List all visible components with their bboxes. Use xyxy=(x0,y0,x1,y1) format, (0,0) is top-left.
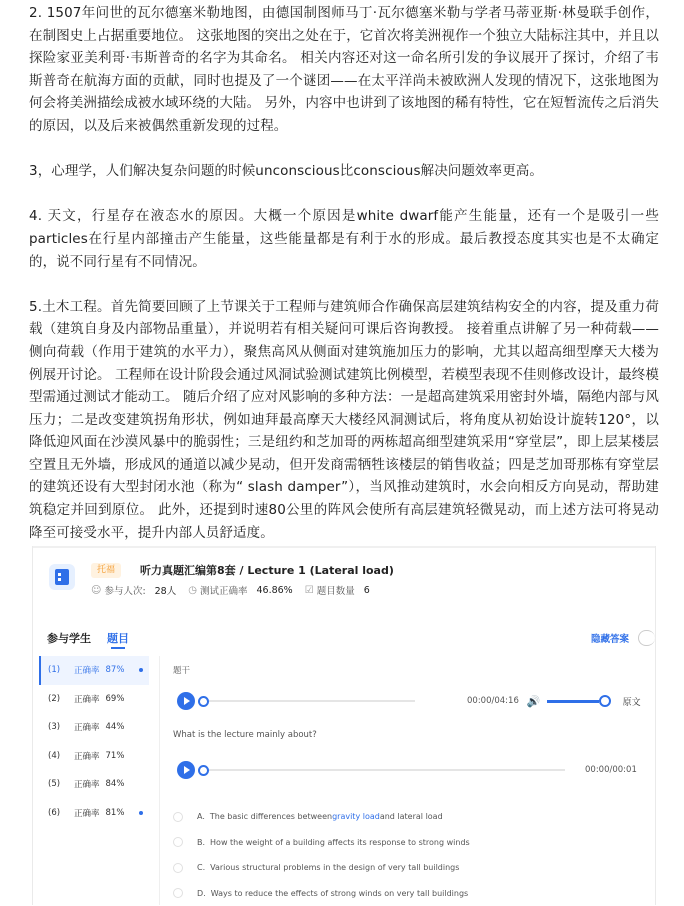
seek-handle[interactable] xyxy=(198,696,209,707)
option-b[interactable]: B. How the weight of a building affects its response to strong winds xyxy=(173,830,470,856)
radio-icon[interactable] xyxy=(173,863,183,873)
tab-students[interactable]: 参与学生 xyxy=(47,630,91,646)
card-meta xyxy=(91,583,382,597)
paragraph-4: 4. 天文，行星存在液态水的原因。大概一个原因是white dwarf能产生能量，还有一个是吸引一些particles在行星内部撞击产生能量，这些能量都是有利于水的形成。最后教授态度其实也是不太确定的，说不同行星有不同情况。 xyxy=(29,205,659,273)
radio-icon[interactable] xyxy=(173,837,183,847)
seek-bar[interactable] xyxy=(209,769,565,771)
accuracy-label: 测试正确率 xyxy=(200,583,248,597)
exam-tag: 托福 xyxy=(91,563,121,578)
marker-dot xyxy=(139,668,143,672)
stem-label: 题干 xyxy=(173,664,190,676)
option-a[interactable]: A. The basic differences between gravity load and lateral load xyxy=(173,804,470,830)
option-d[interactable]: D. Ways to reduce the effects of strong winds on very tall buildings xyxy=(173,881,470,906)
question-item[interactable]: (5) 正确率 84% xyxy=(41,770,149,799)
audio-time: 00:00/00:01 xyxy=(585,765,637,775)
paragraph-3: 3，心理学，人们解决复杂问题的时候unconscious比conscious解决问题效率更高。 xyxy=(29,160,659,183)
volume-handle[interactable] xyxy=(599,695,611,707)
radio-icon[interactable] xyxy=(173,812,183,822)
divider xyxy=(159,656,160,905)
play-button[interactable] xyxy=(177,692,195,710)
question-text: What is the lecture mainly about? xyxy=(173,730,317,740)
volume-icon[interactable]: 🔊 xyxy=(527,695,541,708)
card-title: 听力真题汇编第8套 / Lecture 1 (Lateral load) xyxy=(140,562,394,578)
tab-questions[interactable]: 题目 xyxy=(107,630,129,646)
paragraph-5: 5.土木工程。首先简要回顾了上节课关于工程师与建筑师合作确保高层建筑结构安全的内容，提及重力荷载（建筑自身及内部物品重量），并说明若有相关疑问可课后咨询教授。 接着重点讲解了另一种荷载——侧向荷载（作用于建筑的水平力），聚焦高风从侧面对建筑施加压力的影响，尤其以超高细型摩天大楼为例展开讨论。 工程师在设计阶段会通过风洞试验测试建筑比例模型，若模型表现不佳则修改设计，最终模型需通过测试才能动工。 随后介绍了应对风影响的多种方法：一是超高建筑采用密封外墙，隔绝内部与风压力；二是改变建筑拐角形状，例如迪拜最高摩天大楼经风洞测试后，将角度从初始设计旋转120°，以降低迎风面在沙漠风暴中的脆弱性；三是纽约和芝加哥的两栋超高细型建筑采用“穿堂层”，即上层某楼层空置且无外墙，形成风的通道以减少晃动，但开发商需牺牲该楼层的销售收益；四是芝加哥那栋有穿堂层的建筑还设有大型封闭水池（称为“ slash damper”），当风推动建筑时，水会向相反方向晃动，帮助建筑稳定并回到原位。 此外，还提到时速80公里的阵风会使所有高层建筑轻微晃动，而上述方法可将晃动降至可接受水平，提升内部人员舒适度。 xyxy=(29,296,659,545)
marker-dot xyxy=(139,811,143,815)
questions-value: 6 xyxy=(364,585,370,596)
question-list xyxy=(41,656,149,827)
question-item[interactable]: (4) 正确率 71% xyxy=(41,742,149,771)
original-text-button[interactable]: 原文 xyxy=(623,695,641,708)
audio-time: 00:00/04:16 xyxy=(467,696,519,706)
tab-bar xyxy=(47,630,145,646)
seek-handle[interactable] xyxy=(198,765,209,776)
highlight-term: gravity load xyxy=(332,812,380,821)
accuracy-value: 46.86% xyxy=(256,585,292,596)
radio-icon[interactable] xyxy=(173,888,183,898)
play-button[interactable] xyxy=(177,761,195,779)
tab-indicator xyxy=(111,647,125,649)
question-item[interactable]: (1) 正确率 87% xyxy=(39,656,149,685)
audio-player-lecture xyxy=(177,690,641,712)
accuracy-icon: ◷ xyxy=(188,585,197,596)
questions-label: 题目数量 xyxy=(317,583,355,597)
option-c[interactable]: C. Various structural problems in the design of very tall buildings xyxy=(173,855,470,881)
question-item[interactable]: (3) 正确率 44% xyxy=(41,713,149,742)
participants-label: 参与人次: xyxy=(104,583,145,597)
paragraph-2: 2. 1507年问世的瓦尔德塞米勒地图，由德国制图师马丁·瓦尔德塞米勒与学者马蒂亚斯·林曼联手创作，在制图史上占据重要地位。 这张地图的突出之处在于，它首次将美洲视作一个独立大陆标注其中，并且以探险家亚美利哥·韦斯普奇的名字为其命名。 相关内容还对这一命名所引发的争议展开了探讨，介绍了韦斯普奇在航海方面的贡献，同时也提及了一个谜团——在太平洋尚未被欧洲人发现的情况下，这张地图为何会将美洲描绘成被水域环绕的大陆。 另外，内容中也讲到了该地图的稀有特性，它在短暂流传之后消失的原因，以及后来被偶然重新发现的过程。 xyxy=(29,2,659,138)
listening-card xyxy=(32,546,656,905)
answer-options xyxy=(173,804,470,906)
checkbox-icon: ☑ xyxy=(305,585,314,596)
participants-value: 28人 xyxy=(155,583,177,597)
volume-slider[interactable] xyxy=(547,700,599,703)
divider xyxy=(33,546,655,548)
seek-bar[interactable] xyxy=(209,700,415,702)
book-icon xyxy=(49,564,75,590)
question-item[interactable]: (6) 正确率 81% xyxy=(41,799,149,828)
audio-player-question xyxy=(177,759,637,781)
hide-answer-link[interactable]: 隐藏答案 xyxy=(591,631,629,645)
question-item[interactable]: (2) 正确率 69% xyxy=(41,685,149,714)
user-icon: ☺ xyxy=(91,585,101,596)
hide-answer-toggle[interactable] xyxy=(638,630,655,646)
